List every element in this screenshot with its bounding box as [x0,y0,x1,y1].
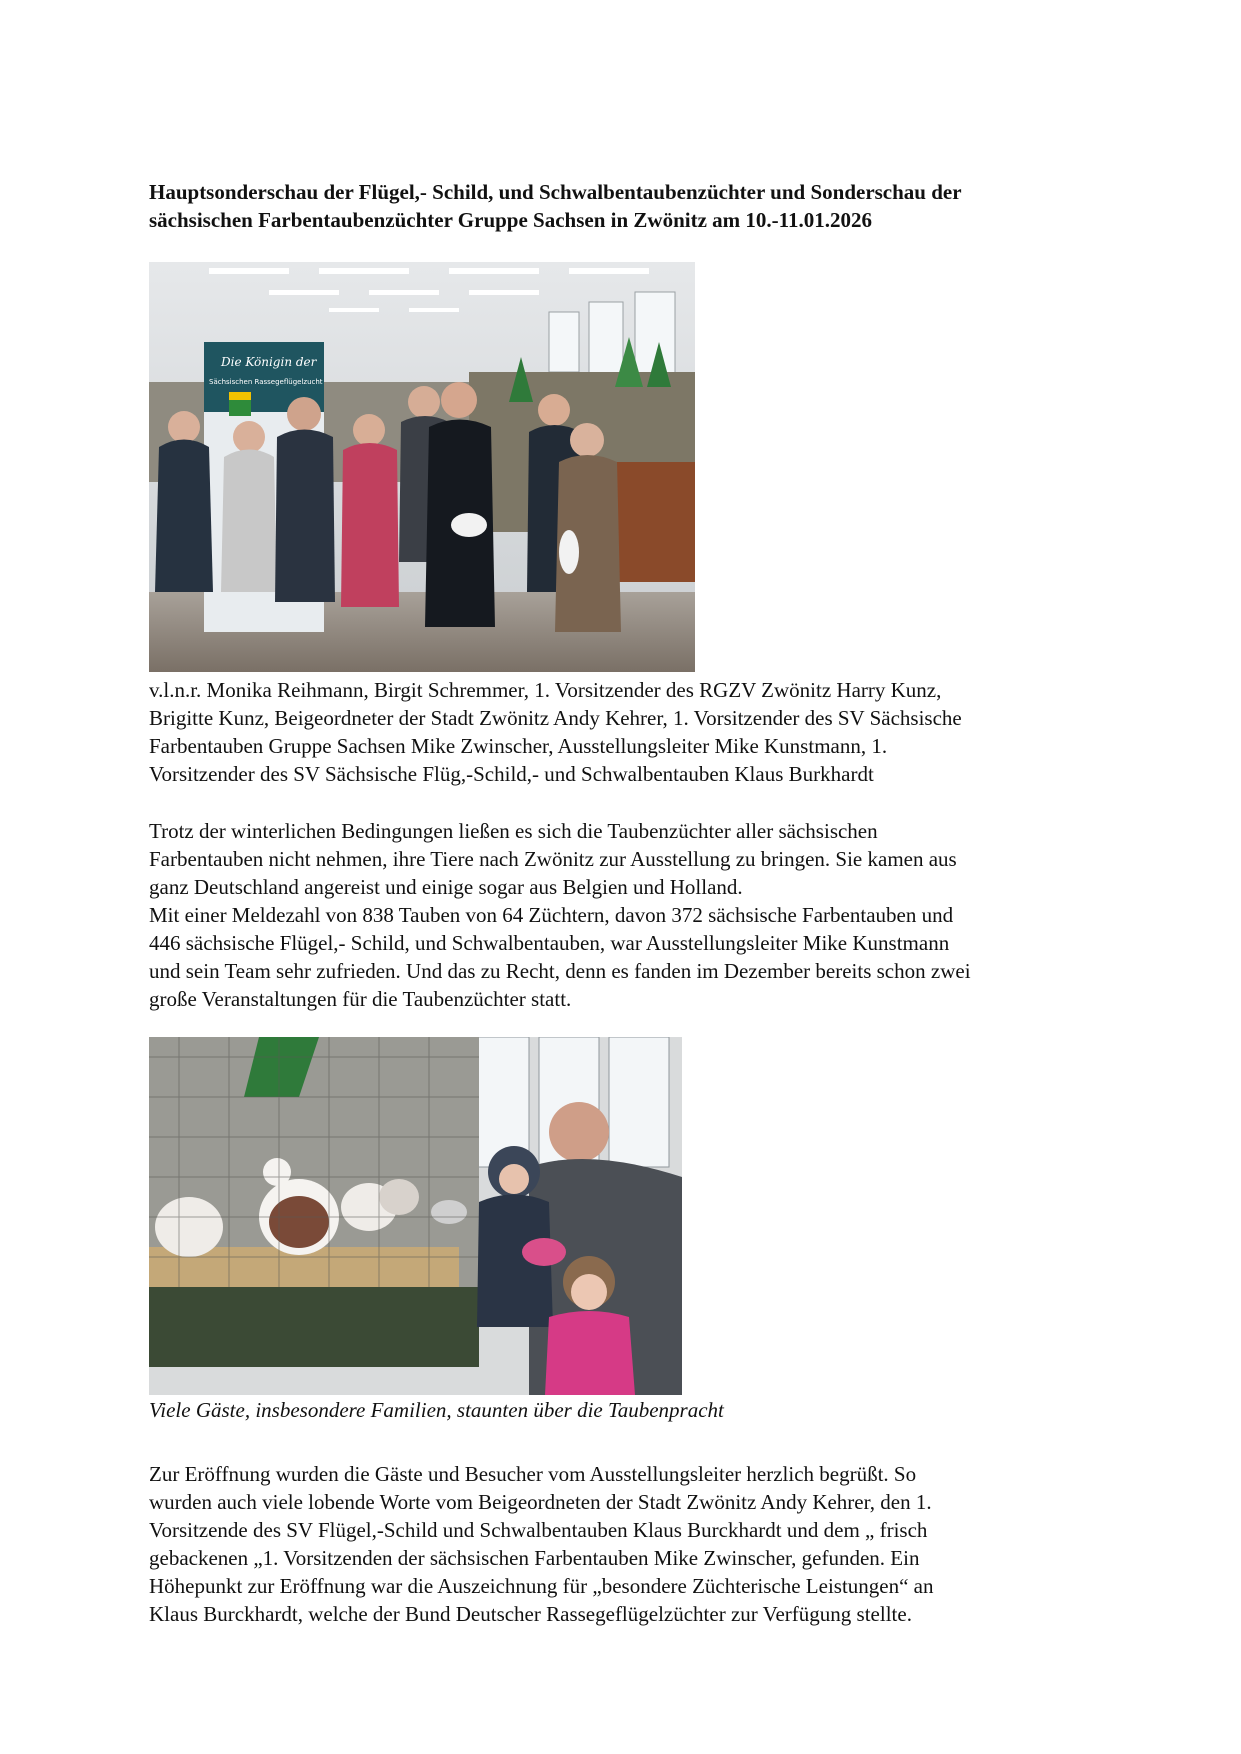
title-line: Hauptsonderschau der Flügel,- Schild, und Schwalbentaubenzüchter und Sonderschau der [149,180,962,204]
paragraph-line: Farbentauben nicht nehmen, ihre Tiere nach Zwönitz zur Ausstellung zu bringen. Sie kamen aus [149,847,957,871]
group-photo [149,262,695,672]
caption-line: Vorsitzender des SV Sächsische Flüg,-Schild,- und Schwalbentauben Klaus Burkhardt [149,762,874,786]
paragraph-line: große Veranstaltungen für die Taubenzüchter statt. [149,987,572,1011]
caption-line: Farbentauben Gruppe Sachsen Mike Zwinscher, Ausstellungsleiter Mike Kunstmann, 1. [149,734,888,758]
paragraph-line: ganz Deutschland angereist und einige sogar aus Belgien und Holland. [149,875,743,899]
paragraph-line: Mit einer Meldezahl von 838 Tauben von 64 Züchtern, davon 372 sächsische Farbentauben und [149,903,954,927]
paragraph-line: Höhepunkt zur Eröffnung war die Auszeichnung für „besondere Züchterische Leistungen“ an [149,1574,934,1598]
paragraph-line: Zur Eröffnung wurden die Gäste und Besucher vom Ausstellungsleiter herzlich begrüßt. So [149,1462,917,1486]
photo-caption: Viele Gäste, insbesondere Familien, staunten über die Taubenpracht [149,1398,724,1422]
article-title [149,178,1109,234]
paragraph [149,817,1109,1013]
photo-caption [149,676,1109,788]
paragraph-line: Trotz der winterlichen Bedingungen ließen es sich die Taubenzüchter aller sächsischen [149,819,878,843]
paragraph-line: wurden auch viele lobende Worte vom Beigeordneten der Stadt Zwönitz Andy Kehrer, den 1. [149,1490,932,1514]
pigeon-cage-photo [149,1037,682,1395]
caption-line: Brigitte Kunz, Beigeordneter der Stadt Zwönitz Andy Kehrer, 1. Vorsitzender des SV Sächsische [149,706,962,730]
paragraph [149,1460,1109,1628]
paragraph-line: und sein Team sehr zufrieden. Und das zu Recht, denn es fanden im Dezember bereits schon zwei [149,959,971,983]
title-line: sächsischen Farbentaubenzüchter Gruppe Sachsen in Zwönitz am 10.-11.01.2026 [149,208,872,232]
caption-line: v.l.n.r. Monika Reihmann, Birgit Schremmer, 1. Vorsitzender des RGZV Zwönitz Harry Kunz, [149,678,942,702]
paragraph-line: gebackenen „1. Vorsitzenden der sächsischen Farbentauben Mike Zwinscher, gefunden. Ein [149,1546,920,1570]
paragraph-line: Klaus Burckhardt, welche der Bund Deutscher Rassegeflügelzüchter zur Verfügung stellte. [149,1602,912,1626]
banner-text: Sächsischen Rassegeflügelzucht [209,378,323,386]
paragraph-line: Vorsitzende des SV Flügel,-Schild und Schwalbentauben Klaus Burckhardt und dem „ frisch [149,1518,928,1542]
paragraph-line: 446 sächsische Flügel,- Schild, und Schwalbentauben, war Ausstellungsleiter Mike Kunstmann [149,931,950,955]
banner-text: Die Königin der [221,355,317,369]
